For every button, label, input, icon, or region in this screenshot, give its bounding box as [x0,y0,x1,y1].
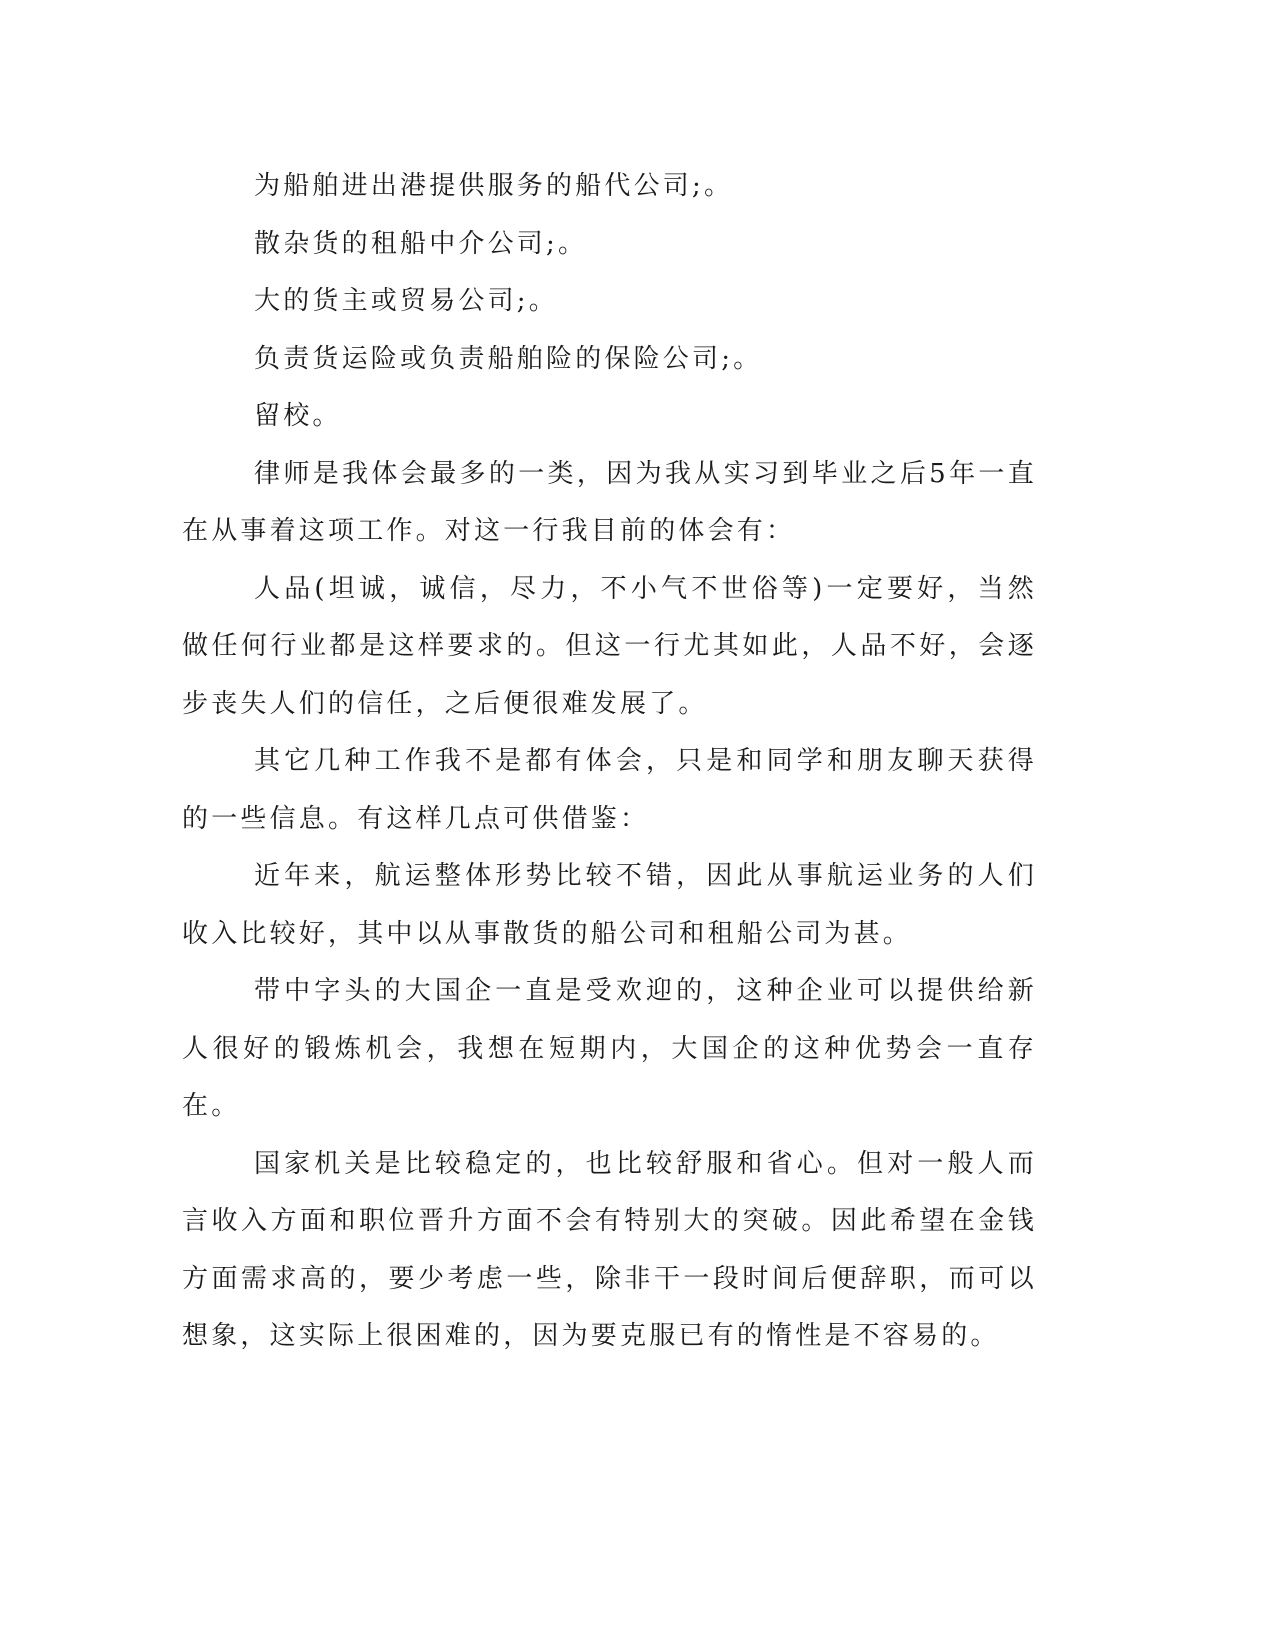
paragraph: 近年来，航运整体形势比较不错，因此从事航运业务的人们收入比较好，其中以从事散货的船公司和租船公司为甚。 [182,861,1037,949]
paragraph: 散杂货的租船中介公司;。 [254,228,588,259]
paragraph: 国家机关是比较稳定的，也比较舒服和省心。但对一般人而言收入方面和职位晋升方面不会有特别大的突破。因此希望在金钱方面需求高的，要少考虑一些，除非干一段时间后便辞职，而可以想象，这实际上很困难的，因为要克服已有的惰性是不容易的。 [182,1148,1037,1351]
document-body [182,158,1037,1366]
paragraph: 为船舶进出港提供服务的船代公司;。 [254,171,734,201]
paragraph: 律师是我体会最多的一类，因为我从实习到毕业之后5年一直在从事着这项工作。对这一行我目前的体会有： [182,458,1037,546]
paragraph: 其它几种工作我不是都有体会，只是和同学和朋友聊天获得的一些信息。有这样几点可供借鉴： [182,746,1037,834]
paragraph: 留校。 [254,401,342,431]
paragraph: 带中字头的大国企一直是受欢迎的，这种企业可以提供给新人很好的锻炼机会，我想在短期内，大国企的这种优势会一直存在。 [182,976,1037,1121]
paragraph: 大的货主或贸易公司;。 [254,286,558,316]
paragraph: 负责货运险或负责船舶险的保险公司;。 [254,343,763,374]
paragraph: 人品(坦诚，诚信，尽力，不小气不世俗等)一定要好，当然做任何行业都是这样要求的。但这一行尤其如此，人品不好，会逐步丧失人们的信任，之后便很难发展了。 [182,573,1037,719]
